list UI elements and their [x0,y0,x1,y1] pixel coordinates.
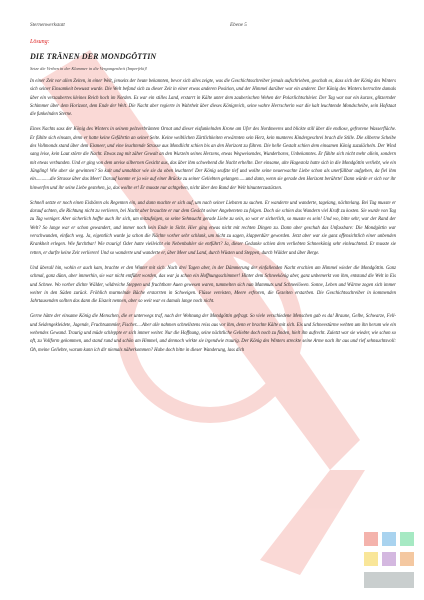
solution-label: Lösung: [30,39,50,45]
paragraph: Gerne hätte der einsame König die Menschen, die er unterwegs traf, nach der Wohnung der Mondgöttin gefragt. So viele verschiedene Menschen gab es da! Braune, Gelbe, Schwarze, Fell- und Seidengekleidete, Jagende, Fruchtsammler, Fischer.....Aber alle nahmen schnellstens reiss aus vor ihm, denn er brachte Kälte mit sich. Eis und Schneestürme wehten um ihn herum wie ein wehendes Gewand. Traurig und müde schleppte er sich immer weiter. Nur die Hoffnung, seine nächtliche Geliebte doch noch zu finden, hielt ihn aufrecht. Zuletzt war sie wieder, wie schon so oft, zu Vollform gekommen, und stand rund und schön am Himmel, und dennoch wirkte sie irgendwie traurig. Der König des Winters streckte seine Arme nach ihr aus und rief sehnsuchtsvoll: Oh, meine Geliebte, warum kann ich dir niemals näherkommen? Habe doch bitte in dieser Wanderung, lass dich [30,314,396,353]
paragraph: In einer Zeit vor allen Zeiten, in einer Welt, jenseits der heute bekannten, bevor sich alles zeigte, was die Geschichtsschreiber jemals aufschrieben, geschah es, dass sich der König des Winters sich seiner Einsamkeit bewusst wurde. Die Welt befand sich zu dieser Zeit in einer etwas anderen Position, und der Himmel darüber war ein anderer. Der König des Winters herrschte damals über ein verzaubertes kleines Reich hoch im Norden. Es war ein stilles Land, erstarrt in Kälte unter dem zauberischen Wehen der Polarlichtschleier. Der Tag war nur ein kurzes, glitzernder Schimmer über dem Horizont, dem Ende der Welt. Die Nacht aber regierte in Wahrheit über dieses Königreich, seine wahre Herrscherin war die kalt leuchtende Mondscheibe, sein Hofstaat die funkelnden Sterne. [30,79,396,118]
document-body [30,22,396,362]
paragraph: Eines Nachts sass der König des Winters in seinem pelzverbrämten Ornat und dieser eisfunkelnden Krone am Ufer des Nordmeeres und blickte still über die endlose, gefrorene Wasserfläche. Er fühlte sich einsam, denn er hatte keine Gefährtin an seiner Seite. Keine weiblichen Zärtlichkeiten erwärmten sein Herz, kein munteres Kindergeschrei brach die Stille. Die silberne Scheibe des Vollmonds stand über dem Eismeer, und eine leuchtende Strasse aus Mondlicht schien bis an den Horizont zu führen. Die helle Gestalt schien dem einsamen König zuzulächeln. Der Wind sang leise, kein Laut störte die Nacht. Etwas zog mit zäher Gewalt an den Wurzeln seines Herzens, etwas Wegweisendes, Wunderbares, Unbekanntes. Er fühlte sich nicht mehr allein, sondern mit etwas verbunden. Und er ging von dem ureise silbernen Gesicht aus, das über ihm schwebend die Nacht erhellte. Der einsame, alte Hagestolz hatte sich in die Mondgöttin verliebt, wie ein Jüngling! Wie aber sie gewinnen? So kalt und unnahbar wie sie da oben leuchtete! Der König seufzte tief und wollte seine neuerwachte Liebe schon als unerfüllbar aufgeben, da fiel ihm ein............die Strasse über das Meer! Darauf konnte er ja wie auf einer Brücke zu seiner Geliebten gelangen......und dann, wenn sie gerade den Horizont berührte! Dann würde er sich vor ihr hinwerfen und ihr seine Liebe gestehen, ja, das wollte er! Er musste nur achtgeben, nicht über den Rand der Welt hinunterzustürzen. [30,127,396,191]
story-text [30,78,396,355]
paragraph: Schnell setzte er noch einen Eisbären als Regenten ein, und dann machte er sich auf, um nach seiner Liebsten zu suchen. Er wanderte und wanderte, tagelang, nächtelang. Bei Tag musste er darauf achten, die Richtung nicht zu verlieren, bei Nacht aber brauchte er nur dem Gesicht seiner Angebeteten zu folgen. Doch sie schien das Wandern viel Kraft zu kosten. Sie wurde von Tag zu Tag weniger. Aber sicherlich hoffte auch ihr sich, um mitzufolgen, so seine Sehnsucht gerade Liebe zu sein, so war er sicherlich, so musste es sein! Und wo, bitte sehr, war der Rand der Welt? So lange war er schon gewandert, und immer noch kein Ende in Sicht. Hier ging etwas nicht mit rechten Dingen zu. Dann aber geschah das Unfassbare: Die Mondgöttin war verschwunden, einfach weg. Ja, eigentlich wurde ja schon die Nächte vorher sehr schlank, um nicht zu sagen, klapperdürr geworden. Jetzt aber war sie ganz offensichtlich einer unbenden Krankheit erlegen. Wie furchtbar! Wie traurig! Oder hatte vielleicht ein Nebenbuhler sie entführt? Ja, dieser Gedanke schien dem verliebten Schneekönig sehr einleuchtend. Er musste sie retten, er durfte keine Zeit verlieren! Und so wanderte und wanderte er, über Meer und Land, durch Wüsten und Steppen, durch Wälder und über Berge. [30,200,396,256]
page-header [30,22,396,34]
watermark-logo-icon [362,528,418,594]
paragraph: Und überall hin, wohin er auch kam, brachte er den Winter mit sich. Nach drei Tagen aber, in der Dämmerung der einfallenden Nacht erschien am Himmel wieder die Mondgöttin. Ganz schmal, ganz dünn, aber immerhin, sie war nicht entführt worden, das war ja schon ein Hoffnungsschimmer! Hinter dem Schneekönig aber, ganz unbemerkt von ihm, entstand die Welt in Eis und Schnee. Wo vorher dichte Wälder, wildreiche Steppen und fruchtbare Auen gewesen waren, tummelten sich nun Mammuts und Schneelöwen. Sonne, Leben und Wärme zogen sich immer weiter in den Süden zurück. Fröhlich murmelnde Bäche erstarrten in Schweigen. Flüsse vereisten, Meere erfroren, die Gezeiten erstarben. Die Geschichtsschreiber in kommenden Jahrtausenden sollten das dann die Eiszeit nennen, aber so weit war es damals lange noch nicht. [30,265,396,305]
page-title: DIE TRÄNEN DER MONDGÖTTIN [30,52,157,61]
instruction-text: Setze die Verben in der Klammer in die Vergangenheit (Imperfekt)! [30,66,148,71]
header-right: Ebene 5 [230,22,247,28]
header-left: Sternenwerkstatt [30,22,65,28]
